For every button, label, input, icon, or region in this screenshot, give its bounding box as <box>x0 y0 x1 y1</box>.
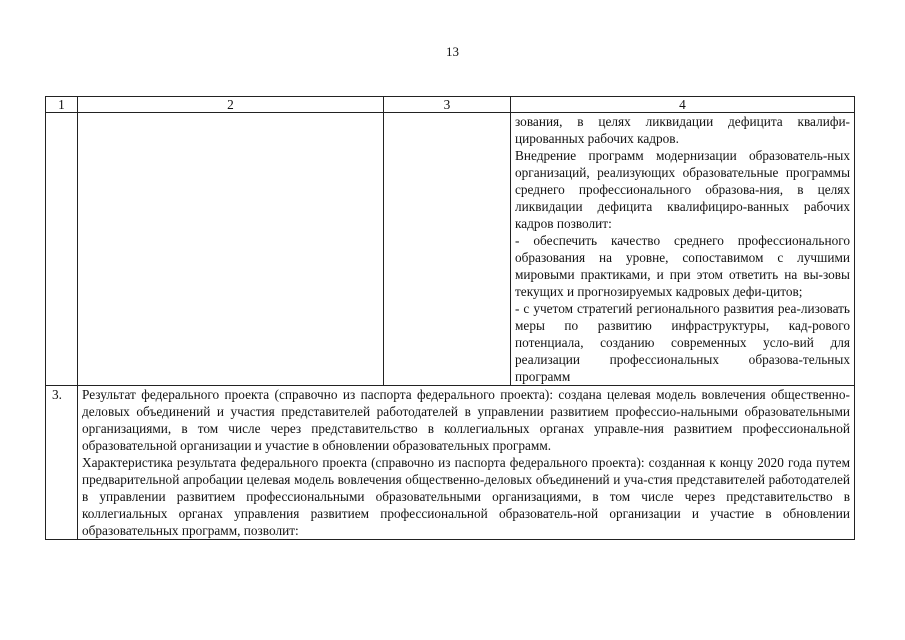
row1-col4-para-1: зования, в целях ликвидации дефицита квалифи-цированных рабочих кадров. <box>515 114 850 146</box>
table-row <box>46 113 855 386</box>
row2-para-1: Результат федерального проекта (справочно из паспорта федерального проекта): создана целевая модель вовлечения общественно-деловых объединений и участия представителей работодателей в управлении развитием профессио-нальными образовательными организациями, в том числе через представительство в коллегиальных органах управле-ния развитием профессиональной образовательной организации и участие в обновлении образовательных программ. <box>82 387 850 453</box>
table-row <box>46 386 855 540</box>
content-table <box>45 96 855 540</box>
row2-number: 3. <box>46 386 78 540</box>
row1-col-3 <box>384 113 511 386</box>
row1-col-1 <box>46 113 78 386</box>
row2-para-2: Характеристика результата федерального проекта (справочно из паспорта федерального проекта): созданная к концу 2020 года путем предварительной апробации целевая модель вовлечения общественно-деловых объединений и уча-стия представителей работодателей в управлении развитием профессиональными образовательными организациями, в том числе через представительство в коллегиальных органах управления развитием профессиональной образователь-ной организации и участие в обновлении образовательных программ, позволит: <box>82 455 850 538</box>
row1-col4-para-3: - обеспечить качество среднего профессионального образования на уровне, сопоставимом с лучшими мировыми практиками, и при этом ответить на вы-зовы текущих и прогнозируемых кадровых дефи-цитов; <box>515 233 850 299</box>
table-header-row <box>46 97 855 113</box>
row1-col-2 <box>78 113 384 386</box>
header-col-2: 2 <box>78 97 384 113</box>
row1-col4-para-2: Внедрение программ модернизации образователь-ных организаций, реализующих образовательные программы среднего профессионального образова-ния, в целях ликвидации дефицита квалифициро-ванных рабочих кадров позволит: <box>515 148 850 231</box>
row1-col4-para-4: - с учетом стратегий регионального развития реа-лизовать меры по развитию инфраструктуры, кад-рового потенциала, созданию современных усло-вий для реализации профессиональных образова-тельных программ <box>515 301 850 384</box>
row2-content <box>78 386 855 540</box>
header-col-3: 3 <box>384 97 511 113</box>
header-col-1: 1 <box>46 97 78 113</box>
header-col-4: 4 <box>511 97 855 113</box>
page-number: 13 <box>446 44 459 59</box>
row1-col-4 <box>511 113 855 386</box>
